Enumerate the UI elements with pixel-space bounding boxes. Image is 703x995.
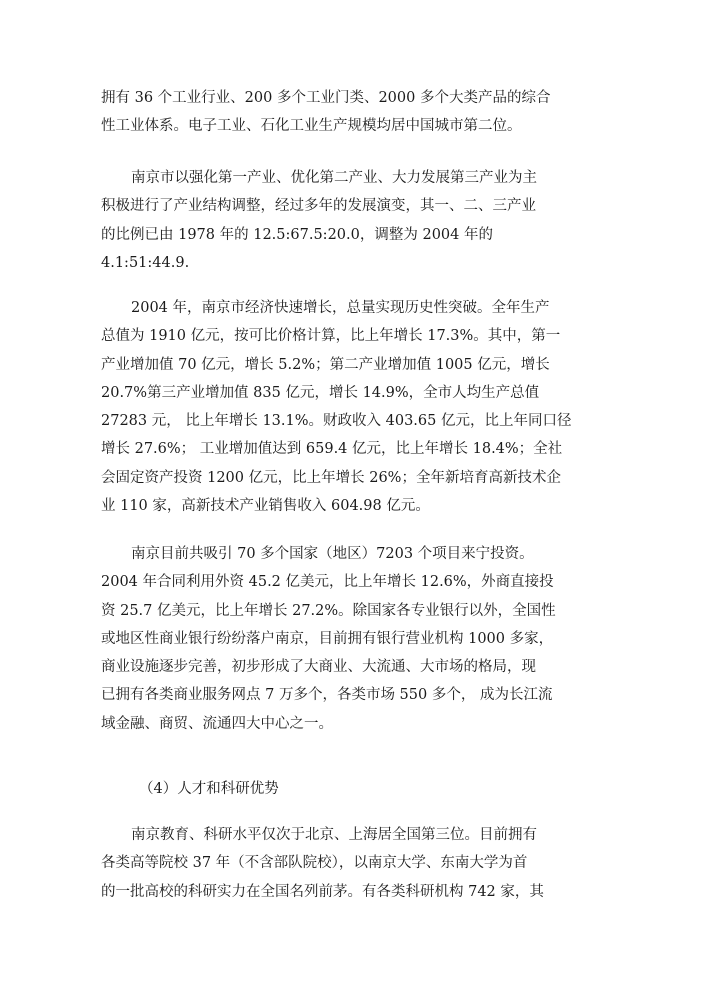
text-line: 积极进行了产业结构调整，经过多年的发展演变，其一、二、三产业 <box>101 198 536 215</box>
text-line: 资 25.7 亿美元，比上年增长 27.2%。除国家各专业银行以外，全国性 <box>101 602 556 619</box>
paragraph-foreign-investment <box>101 540 603 738</box>
text-line: 增长 27.6%； 工业增加值达到 659.4 亿元，比上年增长 18.4%；全社 <box>101 441 563 458</box>
text-line: 4.1:51:44.9. <box>101 254 190 271</box>
paragraph-industrial-structure <box>101 164 603 277</box>
text-line: 拥有 36 个工业行业、200 多个工业门类、2000 多个大类产品的综合 <box>101 90 551 106</box>
text-line: 域金融、商贸、流通四大中心之一。 <box>101 715 333 732</box>
text-line: 的比例已由 1978 年的 12.5:67.5:20.0，调整为 2004 年的 <box>101 226 493 243</box>
section-heading-talent-research <box>101 775 603 803</box>
text-line: 性工业体系。电子工业、石化工业生产规模均居中国城市第二位。 <box>101 118 522 135</box>
text-line: 2004 年合同利用外资 45.2 亿美元，比上年增长 12.6%，外商直接投 <box>101 574 554 591</box>
text-line: 南京市以强化第一产业、优化第二产业、大力发展第三产业为主 <box>131 170 537 186</box>
text-line: 产业增加值 70 亿元，增长 5.2%；第二产业增加值 1005 亿元，增长 <box>101 356 550 373</box>
text-line: 会固定资产投资 1200 亿元，比上年增长 26%；全年新培育高新技术企 <box>101 469 561 486</box>
paragraph-industry-system <box>101 84 603 141</box>
text-line: 27283 元， 比上年增长 13.1%。财政收入 403.65 亿元，比上年同口径 <box>101 413 572 430</box>
paragraph-education-research <box>101 821 603 906</box>
text-line: 2004 年，南京市经济快速增长，总量实现历史性突破。全年生产 <box>131 300 550 316</box>
paragraph-economic-growth-2004 <box>101 294 603 520</box>
text-line: 各类高等院校 37 年（不含部队院校），以南京大学、东南大学为首 <box>101 855 528 872</box>
text-line: 总值为 1910 亿元，按可比价格计算，比上年增长 17.3%。其中，第一 <box>101 328 561 345</box>
text-line: 商业设施逐步完善，初步形成了大商业、大流通、大市场的格局，现 <box>101 659 536 676</box>
text-line: 或地区性商业银行纷纷落户南京，目前拥有银行营业机构 1000 多家， <box>101 630 554 647</box>
text-line: 已拥有各类商业服务网点 7 万多个，各类市场 550 多个， 成为长江流 <box>101 687 553 704</box>
section-heading: （4）人才和科研优势 <box>139 781 279 797</box>
text-line: 的一批高校的科研实力在全国名列前茅。有各类科研机构 742 家，其 <box>101 883 544 900</box>
text-line: 业 110 家，高新技术产业销售收入 604.98 亿元。 <box>101 498 430 515</box>
text-line: 南京目前共吸引 70 多个国家（地区）7203 个项目来宁投资。 <box>131 546 534 562</box>
text-line: 南京教育、科研水平仅次于北京、上海居全国第三位。目前拥有 <box>131 827 537 843</box>
text-line: 20.7%第三产业增加值 835 亿元，增长 14.9%，全市人均生产总值 <box>101 384 540 401</box>
